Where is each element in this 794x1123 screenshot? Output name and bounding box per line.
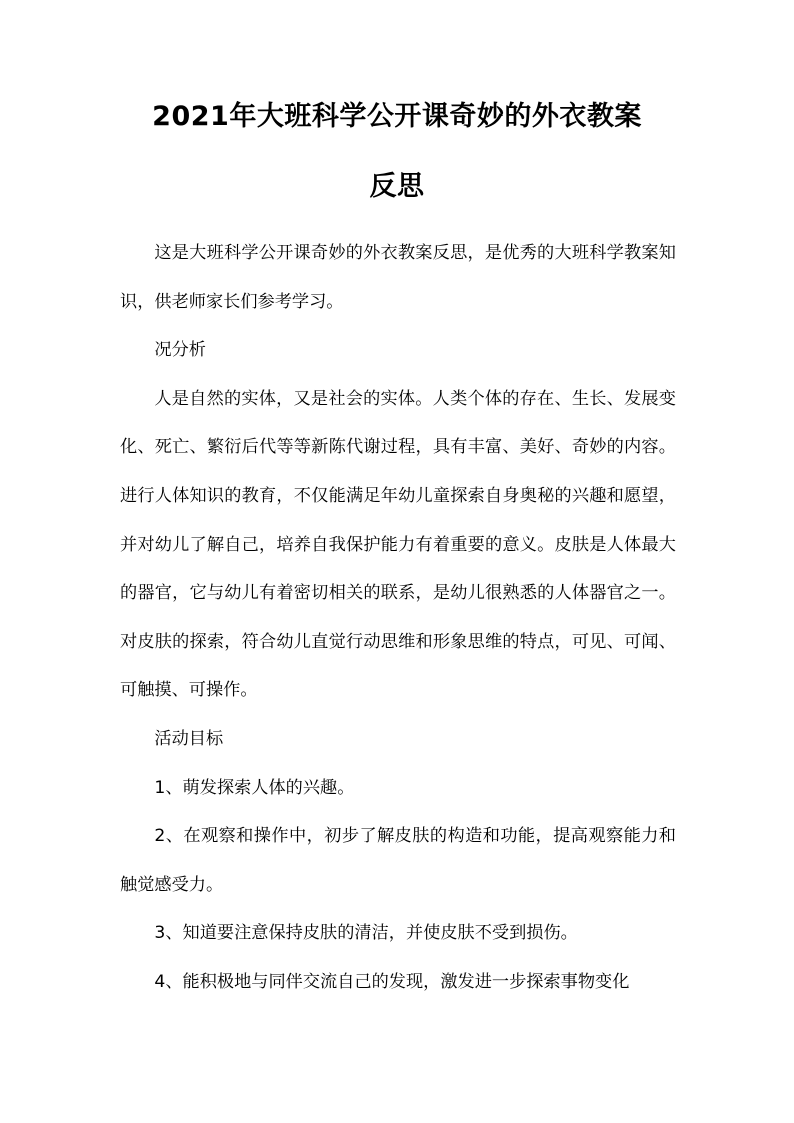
- document-title-line-1: 2021年大班科学公开课奇妙的外衣教案: [152, 101, 642, 132]
- intro-paragraph: 这是大班科学公开课奇妙的外衣教案反思，是优秀的大班科学教案知识，供老师家长们参考学习。: [120, 243, 676, 312]
- document-title-line-2: 反思: [369, 171, 425, 202]
- goal-item-3: 3、知道要注意保持皮肤的清洁，并使皮肤不受到损伤。: [154, 923, 578, 944]
- analysis-paragraph: 人是自然的实体，又是社会的实体。人类个体的存在、生长、发展变化、死亡、繁衍后代等等新陈代谢过程，具有丰富、美好、奇妙的内容。进行人体知识的教育，不仅能满足年幼儿童探索自身奥秘的兴趣和愿望，并对幼儿了解自己，培养自我保护能力有着重要的意义。皮肤是人体最大的器官，它与幼儿有着密切相关的联系，是幼儿很熟悉的人体器官之一。对皮肤的探索，符合幼儿直觉行动思维和形象思维的特点，可见、可闻、可触摸、可操作。: [120, 388, 676, 701]
- section-heading-activity-goals: 活动目标: [154, 728, 224, 749]
- goal-item-1: 1、萌发探索人体的兴趣。: [154, 777, 355, 798]
- document-body: [120, 229, 676, 1007]
- goal-item-2: 2、在观察和操作中，初步了解皮肤的构造和功能，提高观察能力和触觉感受力。: [120, 826, 676, 895]
- goal-item-4: 4、能积极地与同伴交流自己的发现，激发进一步探索事物变化: [154, 971, 630, 992]
- section-heading-situation-analysis: 况分析: [154, 340, 206, 361]
